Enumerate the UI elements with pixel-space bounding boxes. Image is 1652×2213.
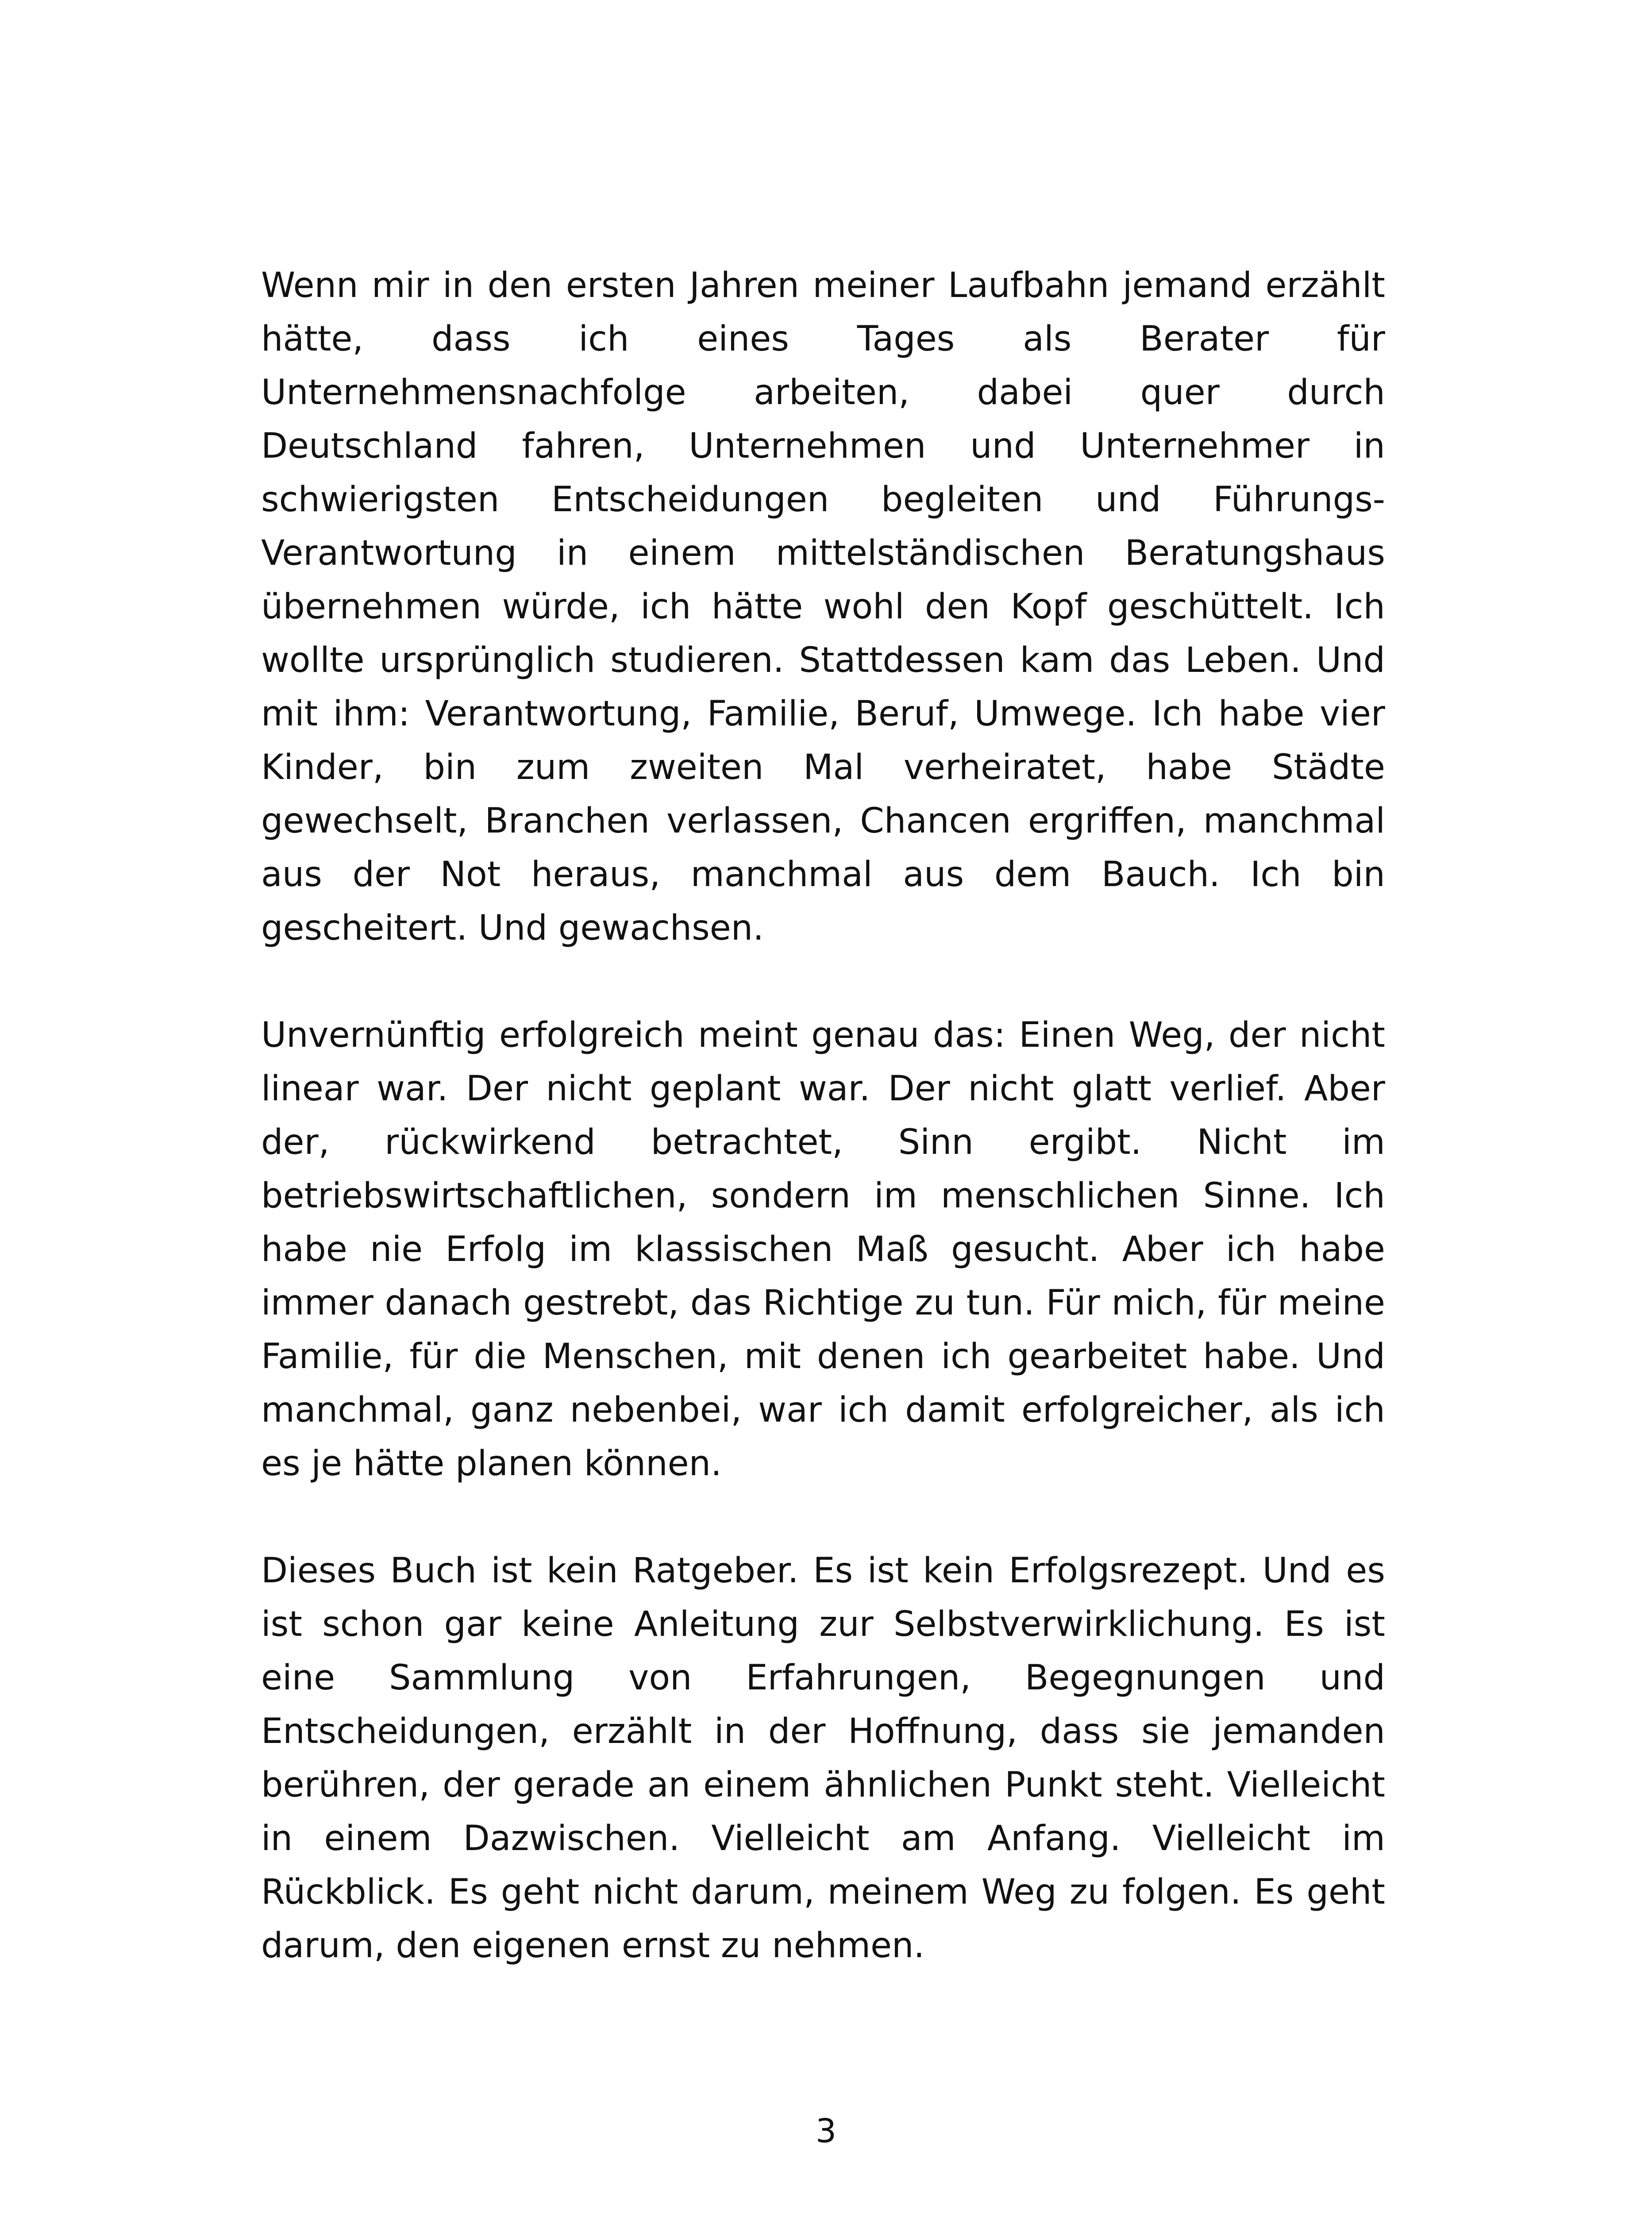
paragraph-2: Unvernünftig erfolgreich meint genau das: Einen Weg, der nicht linear war. Der nicht geplant war. Der nicht glatt verlief. Aber der, rückwirkend betrachtet, Sinn ergibt. Nicht im betriebswirtschaftlichen, sondern im menschlichen Sinne. Ich habe nie Erfolg im klassischen Maß gesucht. Aber ich habe immer danach gestrebt, das Richtige zu tun. Für mich, für meine Familie, für die Menschen, mit denen ich gearbeitet habe. Und manchmal, ganz nebenbei, war ich damit erfolgreicher, als ich es je hätte planen können.: [261, 1015, 1385, 1484]
paragraph-3: Dieses Buch ist kein Ratgeber. Es ist kein Erfolgsrezept. Und es ist schon gar keine Anleitung zur Selbstverwirklichung. Es ist eine Sammlung von Erfahrungen, Begegnungen und Entscheidungen, erzählt in der Hoffnung, dass sie jemanden berühren, der gerade an einem ähnlichen Punkt steht. Vielleicht in einem Dazwischen. Vielleicht am Anfang. Vielleicht im Rückblick. Es geht nicht darum, meinem Weg zu folgen. Es geht darum, den eigenen ernst zu nehmen.: [261, 1551, 1385, 1966]
body-text: [261, 259, 1385, 1973]
page-number: 3: [815, 2112, 837, 2150]
paragraph-1: Wenn mir in den ersten Jahren meiner Laufbahn jemand erzählt hätte, dass ich eines Tages als Berater für Unternehmensnachfolge arbeiten, dabei quer durch Deutschland fahren, Unternehmen und Unternehmer in schwierigsten Entscheidungen begleiten und Führungs-Verantwortung in einem mittelständischen Beratungshaus übernehmen würde, ich hätte wohl den Kopf geschüttelt. Ich wollte ursprünglich studieren. Stattdessen kam das Leben. Und mit ihm: Verantwortung, Familie, Beruf, Umwege. Ich habe vier Kinder, bin zum zweiten Mal verheiratet, habe Städte gewechselt, Branchen verlassen, Chancen ergriffen, manchmal aus der Not heraus, manchmal aus dem Bauch. Ich bin gescheitert. Und gewachsen.: [261, 266, 1385, 948]
